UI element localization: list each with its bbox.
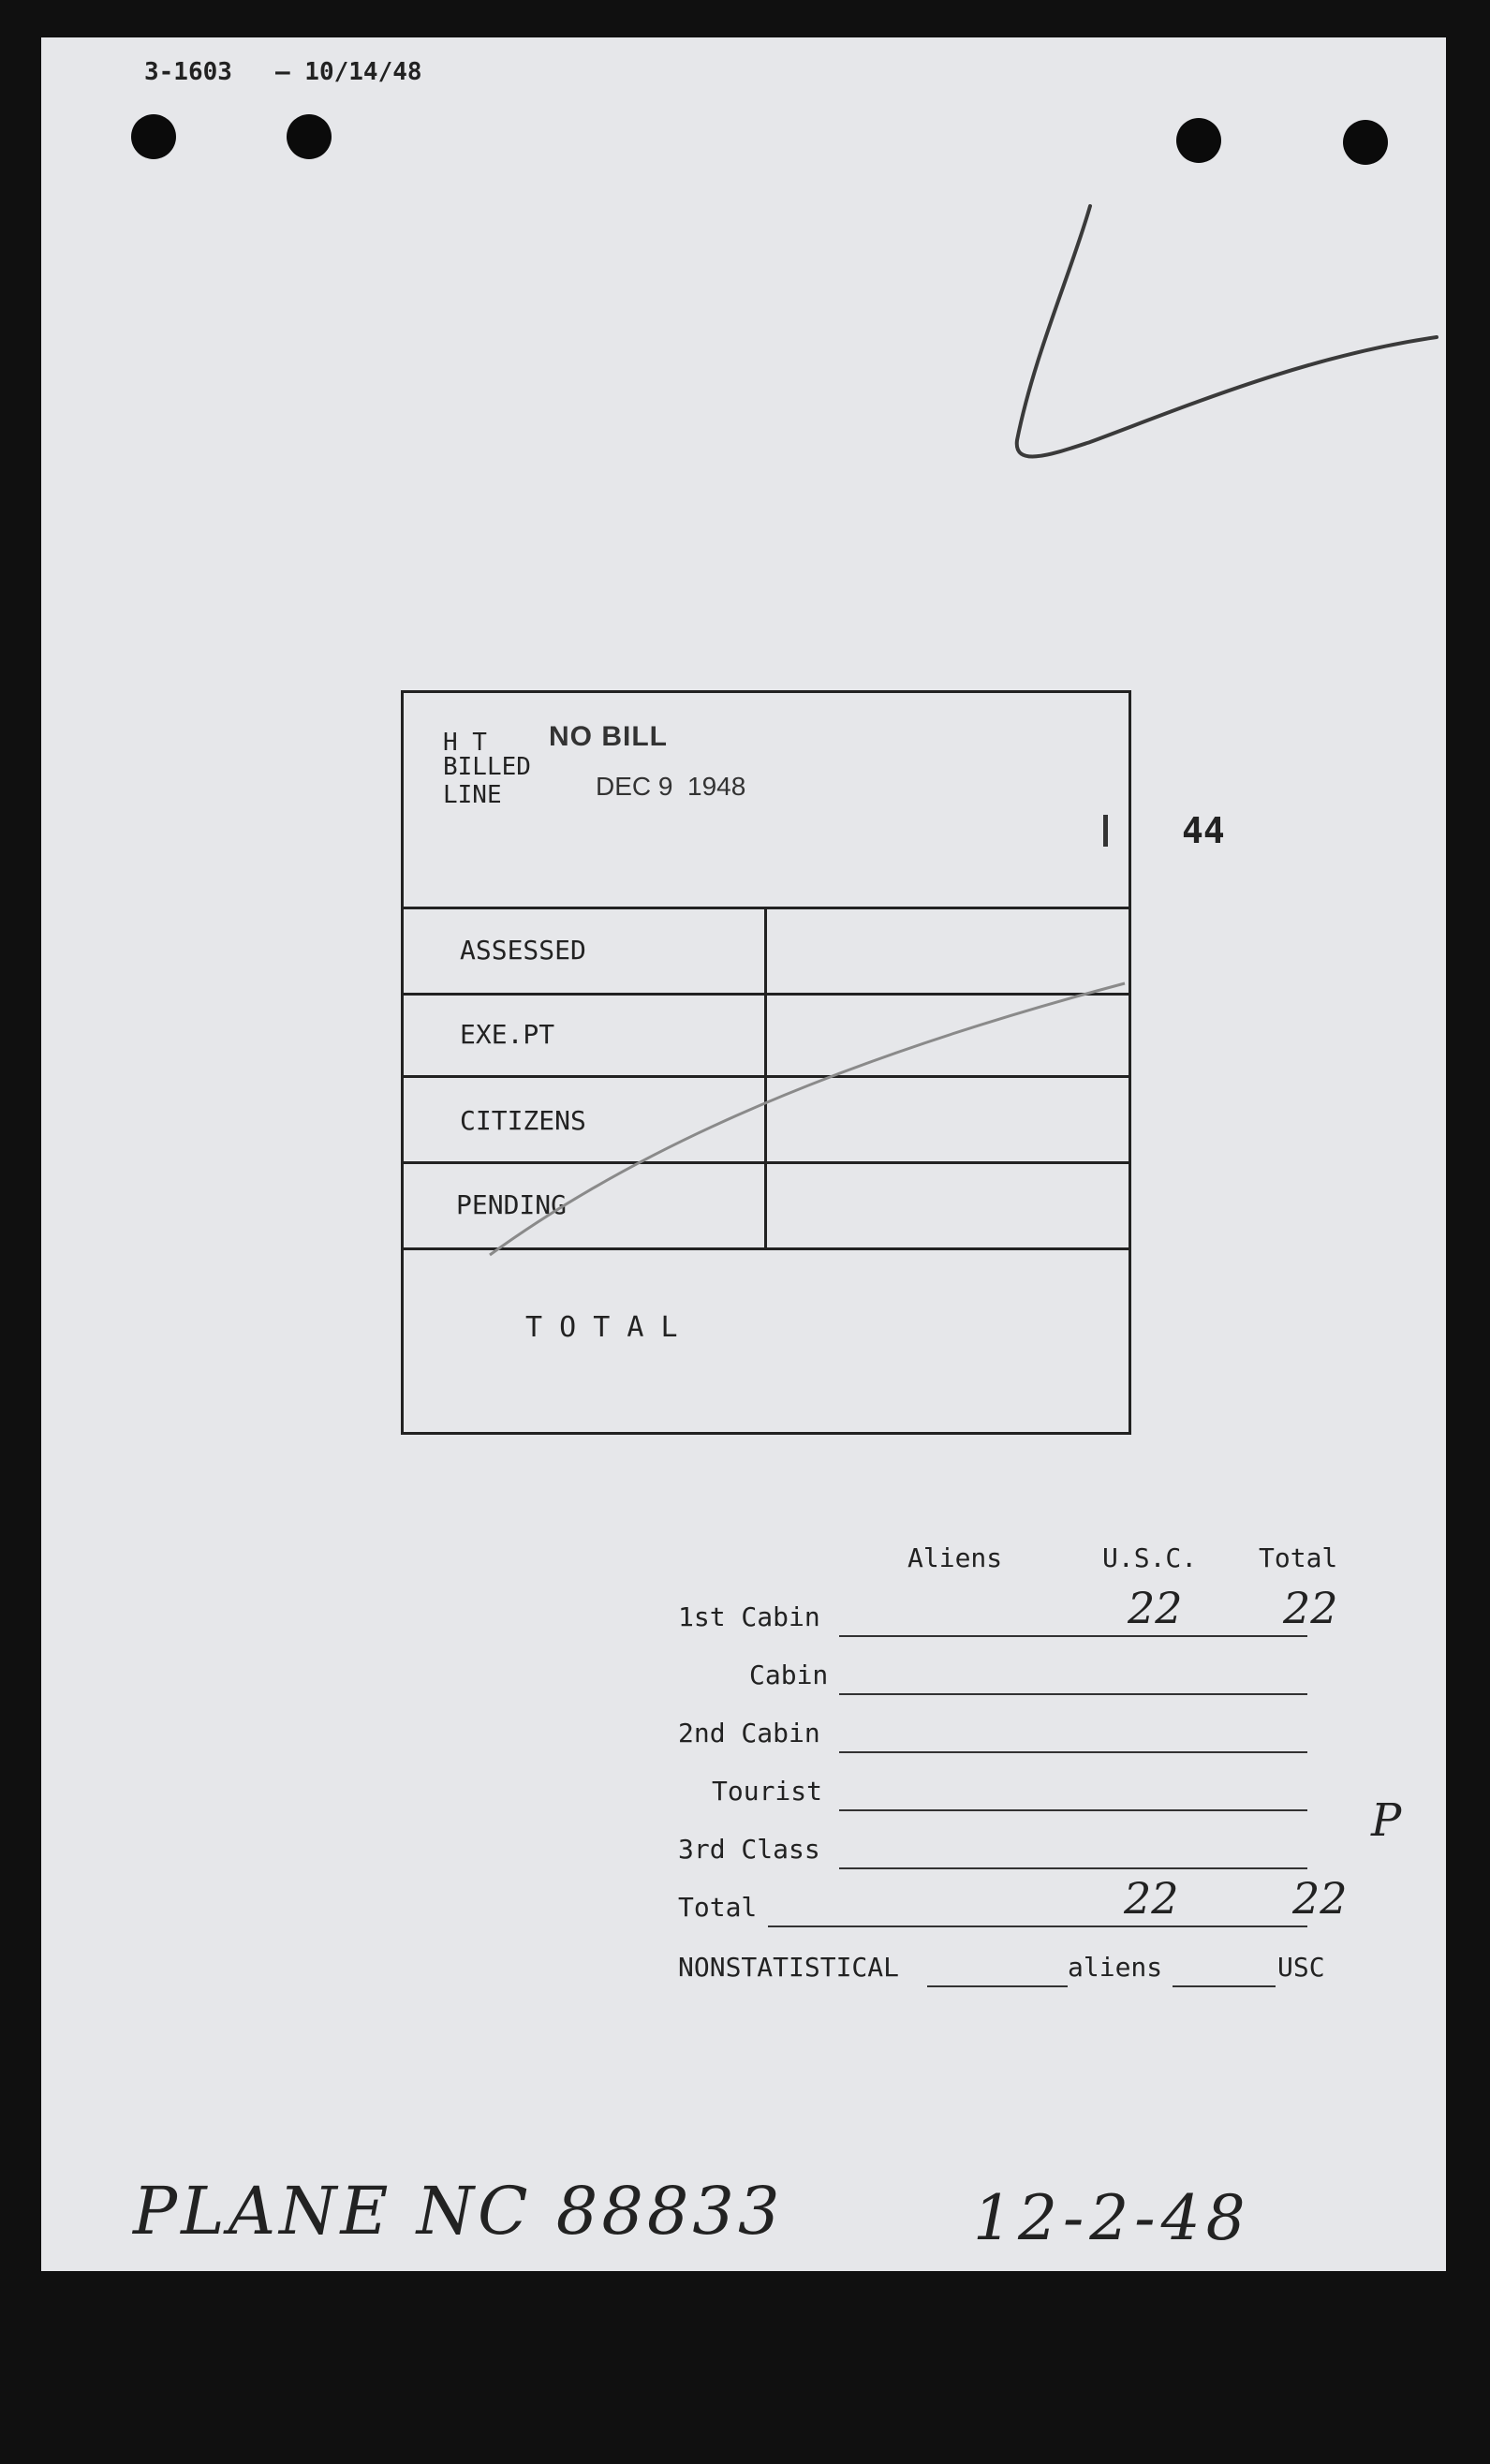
punch-hole: [1176, 118, 1221, 163]
form-number: 3-1603: [144, 58, 232, 86]
row-exempt: EXE.PT: [460, 1019, 555, 1050]
side-number: 44: [1182, 810, 1225, 851]
row-underline: [839, 1751, 1307, 1753]
row-underline: [839, 1635, 1307, 1637]
row-underline: [839, 1693, 1307, 1695]
punch-hole: [287, 114, 332, 159]
row-label-cabin: Cabin: [749, 1660, 829, 1690]
billing-stamp-box: [401, 690, 1131, 1435]
tick-mark: [1103, 815, 1108, 847]
check-mark-icon: [968, 197, 1455, 496]
row-citizens: CITIZENS: [460, 1105, 586, 1136]
punch-hole: [131, 114, 176, 159]
row-label-3rd-class: 3rd Class: [678, 1834, 820, 1865]
ht-label: H T: [443, 729, 487, 757]
row-1st-cabin-total: 22: [1283, 1583, 1338, 1633]
billed-label: BILLED: [443, 753, 531, 781]
row-1st-cabin-usc: 22: [1128, 1583, 1183, 1633]
nonstatistical-aliens-underline: [927, 1985, 1068, 1987]
form-date: — 10/14/48: [275, 58, 422, 86]
line-label: LINE: [443, 781, 502, 809]
row-underline: [839, 1809, 1307, 1811]
total-label: T O T A L: [525, 1311, 678, 1344]
col-header-usc: U.S.C.: [1102, 1542, 1198, 1573]
row-total-total: 22: [1292, 1873, 1348, 1924]
row-assessed: ASSESSED: [460, 935, 586, 966]
no-bill-stamp: NO BILL: [549, 721, 668, 752]
row-label-2nd-cabin: 2nd Cabin: [678, 1718, 820, 1748]
nonstatistical-usc-underline: [1173, 1985, 1276, 1987]
row-underline: [768, 1925, 1307, 1927]
pencil-stroke: [479, 974, 1134, 1274]
col-header-total: Total: [1259, 1542, 1338, 1573]
nonstatistical-label: NONSTATISTICAL: [678, 1952, 900, 1983]
margin-mark: P: [1371, 1794, 1402, 1847]
row-underline: [839, 1867, 1307, 1869]
usc-label: USC: [1277, 1952, 1325, 1983]
aliens-label: aliens: [1068, 1952, 1163, 1983]
row-total-usc: 22: [1124, 1873, 1179, 1924]
handwritten-date: 12-2-48: [973, 2182, 1251, 2254]
handwritten-plane: PLANE NC 88833: [133, 2173, 784, 2250]
punch-hole: [1343, 120, 1388, 165]
document-page: [41, 37, 1446, 2271]
date-stamp: DEC 9 1948: [596, 772, 746, 801]
row-label-tourist: Tourist: [712, 1776, 823, 1807]
row-pending: PENDING: [456, 1189, 568, 1220]
col-header-aliens: Aliens: [907, 1542, 1003, 1573]
row-label-1st-cabin: 1st Cabin: [678, 1601, 820, 1632]
row-label-total: Total: [678, 1892, 758, 1923]
